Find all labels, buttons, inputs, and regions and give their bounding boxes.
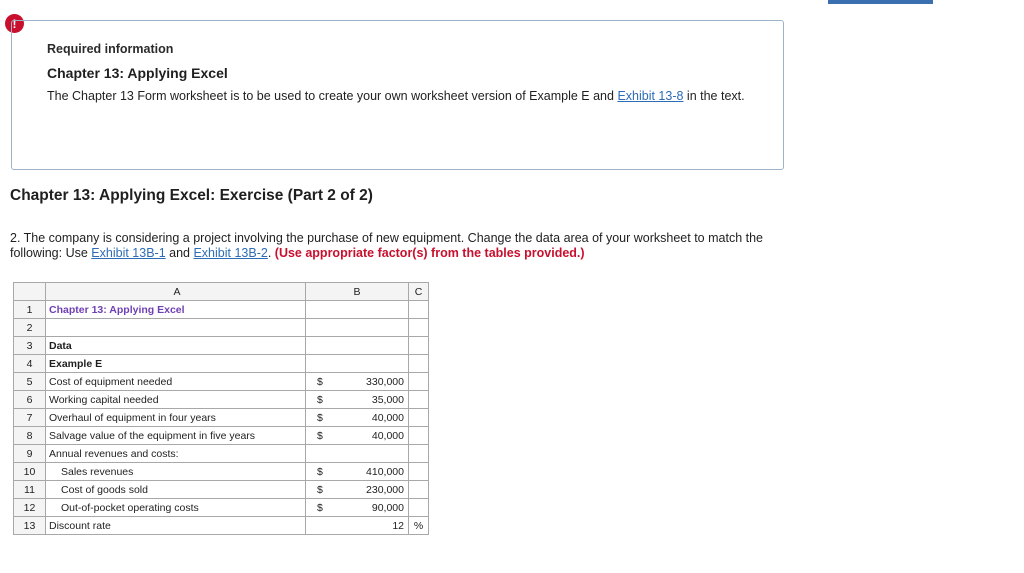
row-number: 13 <box>14 517 46 535</box>
currency-symbol: $ <box>317 465 323 478</box>
cell-b-value: 40,000 <box>371 411 404 424</box>
row-number: 4 <box>14 355 46 373</box>
table-row <box>14 319 429 337</box>
cell-b <box>306 409 409 427</box>
cell-a: Sales revenues <box>46 463 306 481</box>
cell-a <box>46 319 306 337</box>
table-row <box>14 355 429 373</box>
cell-b-value: 90,000 <box>371 501 404 514</box>
cell-c <box>409 445 429 463</box>
top-progress-bar <box>828 0 933 4</box>
currency-symbol: $ <box>317 393 323 406</box>
row-number: 1 <box>14 301 46 319</box>
currency-symbol: $ <box>317 375 323 388</box>
row-number: 11 <box>14 481 46 499</box>
alert-icon: ! <box>5 14 24 33</box>
row-number: 3 <box>14 337 46 355</box>
section-title: Chapter 13: Applying Excel: Exercise (Part 2 of 2) <box>10 187 373 204</box>
cell-a: Annual revenues and costs: <box>46 445 306 463</box>
cell-b <box>306 481 409 499</box>
required-information-box <box>11 20 784 170</box>
table-row <box>14 337 429 355</box>
required-information-label: Required information <box>47 42 174 56</box>
corner-cell <box>14 283 46 301</box>
cell-b-value: 40,000 <box>371 429 404 442</box>
cell-b <box>306 427 409 445</box>
exhibit-13b-1-link[interactable]: Exhibit 13B-1 <box>91 246 166 260</box>
cell-a: Cost of goods sold <box>46 481 306 499</box>
cell-c <box>409 499 429 517</box>
table-row <box>14 481 429 499</box>
cell-c <box>409 409 429 427</box>
table-row <box>14 373 429 391</box>
row-number: 12 <box>14 499 46 517</box>
cell-c <box>409 481 429 499</box>
question-and: and <box>165 246 194 260</box>
worksheet-table <box>13 282 429 535</box>
cell-c <box>409 463 429 481</box>
exhibit-13-8-link[interactable]: Exhibit 13-8 <box>617 89 684 103</box>
row-number: 10 <box>14 463 46 481</box>
cell-c <box>409 391 429 409</box>
currency-symbol: $ <box>317 501 323 514</box>
cell-b-value: 12 <box>392 519 404 532</box>
currency-symbol: $ <box>317 411 323 424</box>
exhibit-13b-2-link[interactable]: Exhibit 13B-2 <box>193 246 268 260</box>
cell-a: Chapter 13: Applying Excel <box>46 301 306 319</box>
currency-symbol: $ <box>317 483 323 496</box>
table-row <box>14 463 429 481</box>
cell-c <box>409 301 429 319</box>
column-header-row <box>14 283 429 301</box>
table-row <box>14 427 429 445</box>
cell-a: Out-of-pocket operating costs <box>46 499 306 517</box>
question-text-before: 2. The company is considering a project involving the purchase of new equipment. Change the data area of your worksheet to match the following: Use <box>10 231 763 260</box>
cell-b-value: 330,000 <box>366 375 404 388</box>
cell-a: Example E <box>46 355 306 373</box>
table-row <box>14 499 429 517</box>
question-emphasis: (Use appropriate factor(s) from the tables provided.) <box>274 246 585 260</box>
cell-c: % <box>409 517 429 535</box>
table-row <box>14 517 429 535</box>
row-number: 8 <box>14 427 46 445</box>
cell-a: Cost of equipment needed <box>46 373 306 391</box>
cell-b <box>306 301 409 319</box>
cell-c <box>409 337 429 355</box>
info-heading: Chapter 13: Applying Excel <box>47 65 228 81</box>
cell-b-value: 230,000 <box>366 483 404 496</box>
cell-c <box>409 373 429 391</box>
column-header-c: C <box>409 283 429 301</box>
cell-a: Salvage value of the equipment in five years <box>46 427 306 445</box>
cell-b-value: 410,000 <box>366 465 404 478</box>
cell-a: Working capital needed <box>46 391 306 409</box>
cell-b <box>306 373 409 391</box>
question-text <box>10 231 790 261</box>
row-number: 5 <box>14 373 46 391</box>
table-row <box>14 409 429 427</box>
table-row <box>14 445 429 463</box>
cell-c <box>409 355 429 373</box>
info-text <box>47 89 757 104</box>
row-number: 6 <box>14 391 46 409</box>
cell-b <box>306 355 409 373</box>
cell-b <box>306 319 409 337</box>
row-number: 2 <box>14 319 46 337</box>
column-header-a: A <box>46 283 306 301</box>
cell-a: Data <box>46 337 306 355</box>
currency-symbol: $ <box>317 429 323 442</box>
row-number: 7 <box>14 409 46 427</box>
table-row <box>14 301 429 319</box>
cell-a: Discount rate <box>46 517 306 535</box>
cell-c <box>409 319 429 337</box>
cell-b <box>306 445 409 463</box>
table-row <box>14 391 429 409</box>
cell-c <box>409 427 429 445</box>
cell-b <box>306 499 409 517</box>
cell-b <box>306 391 409 409</box>
row-number: 9 <box>14 445 46 463</box>
info-text-before: The Chapter 13 Form worksheet is to be used to create your own worksheet version of Example E and <box>47 89 618 103</box>
question-period: . <box>267 246 275 260</box>
column-header-b: B <box>306 283 409 301</box>
cell-b <box>306 337 409 355</box>
cell-b-value: 35,000 <box>371 393 404 406</box>
cell-b <box>306 517 409 535</box>
cell-a: Overhaul of equipment in four years <box>46 409 306 427</box>
cell-b <box>306 463 409 481</box>
info-text-after: in the text. <box>683 89 745 103</box>
